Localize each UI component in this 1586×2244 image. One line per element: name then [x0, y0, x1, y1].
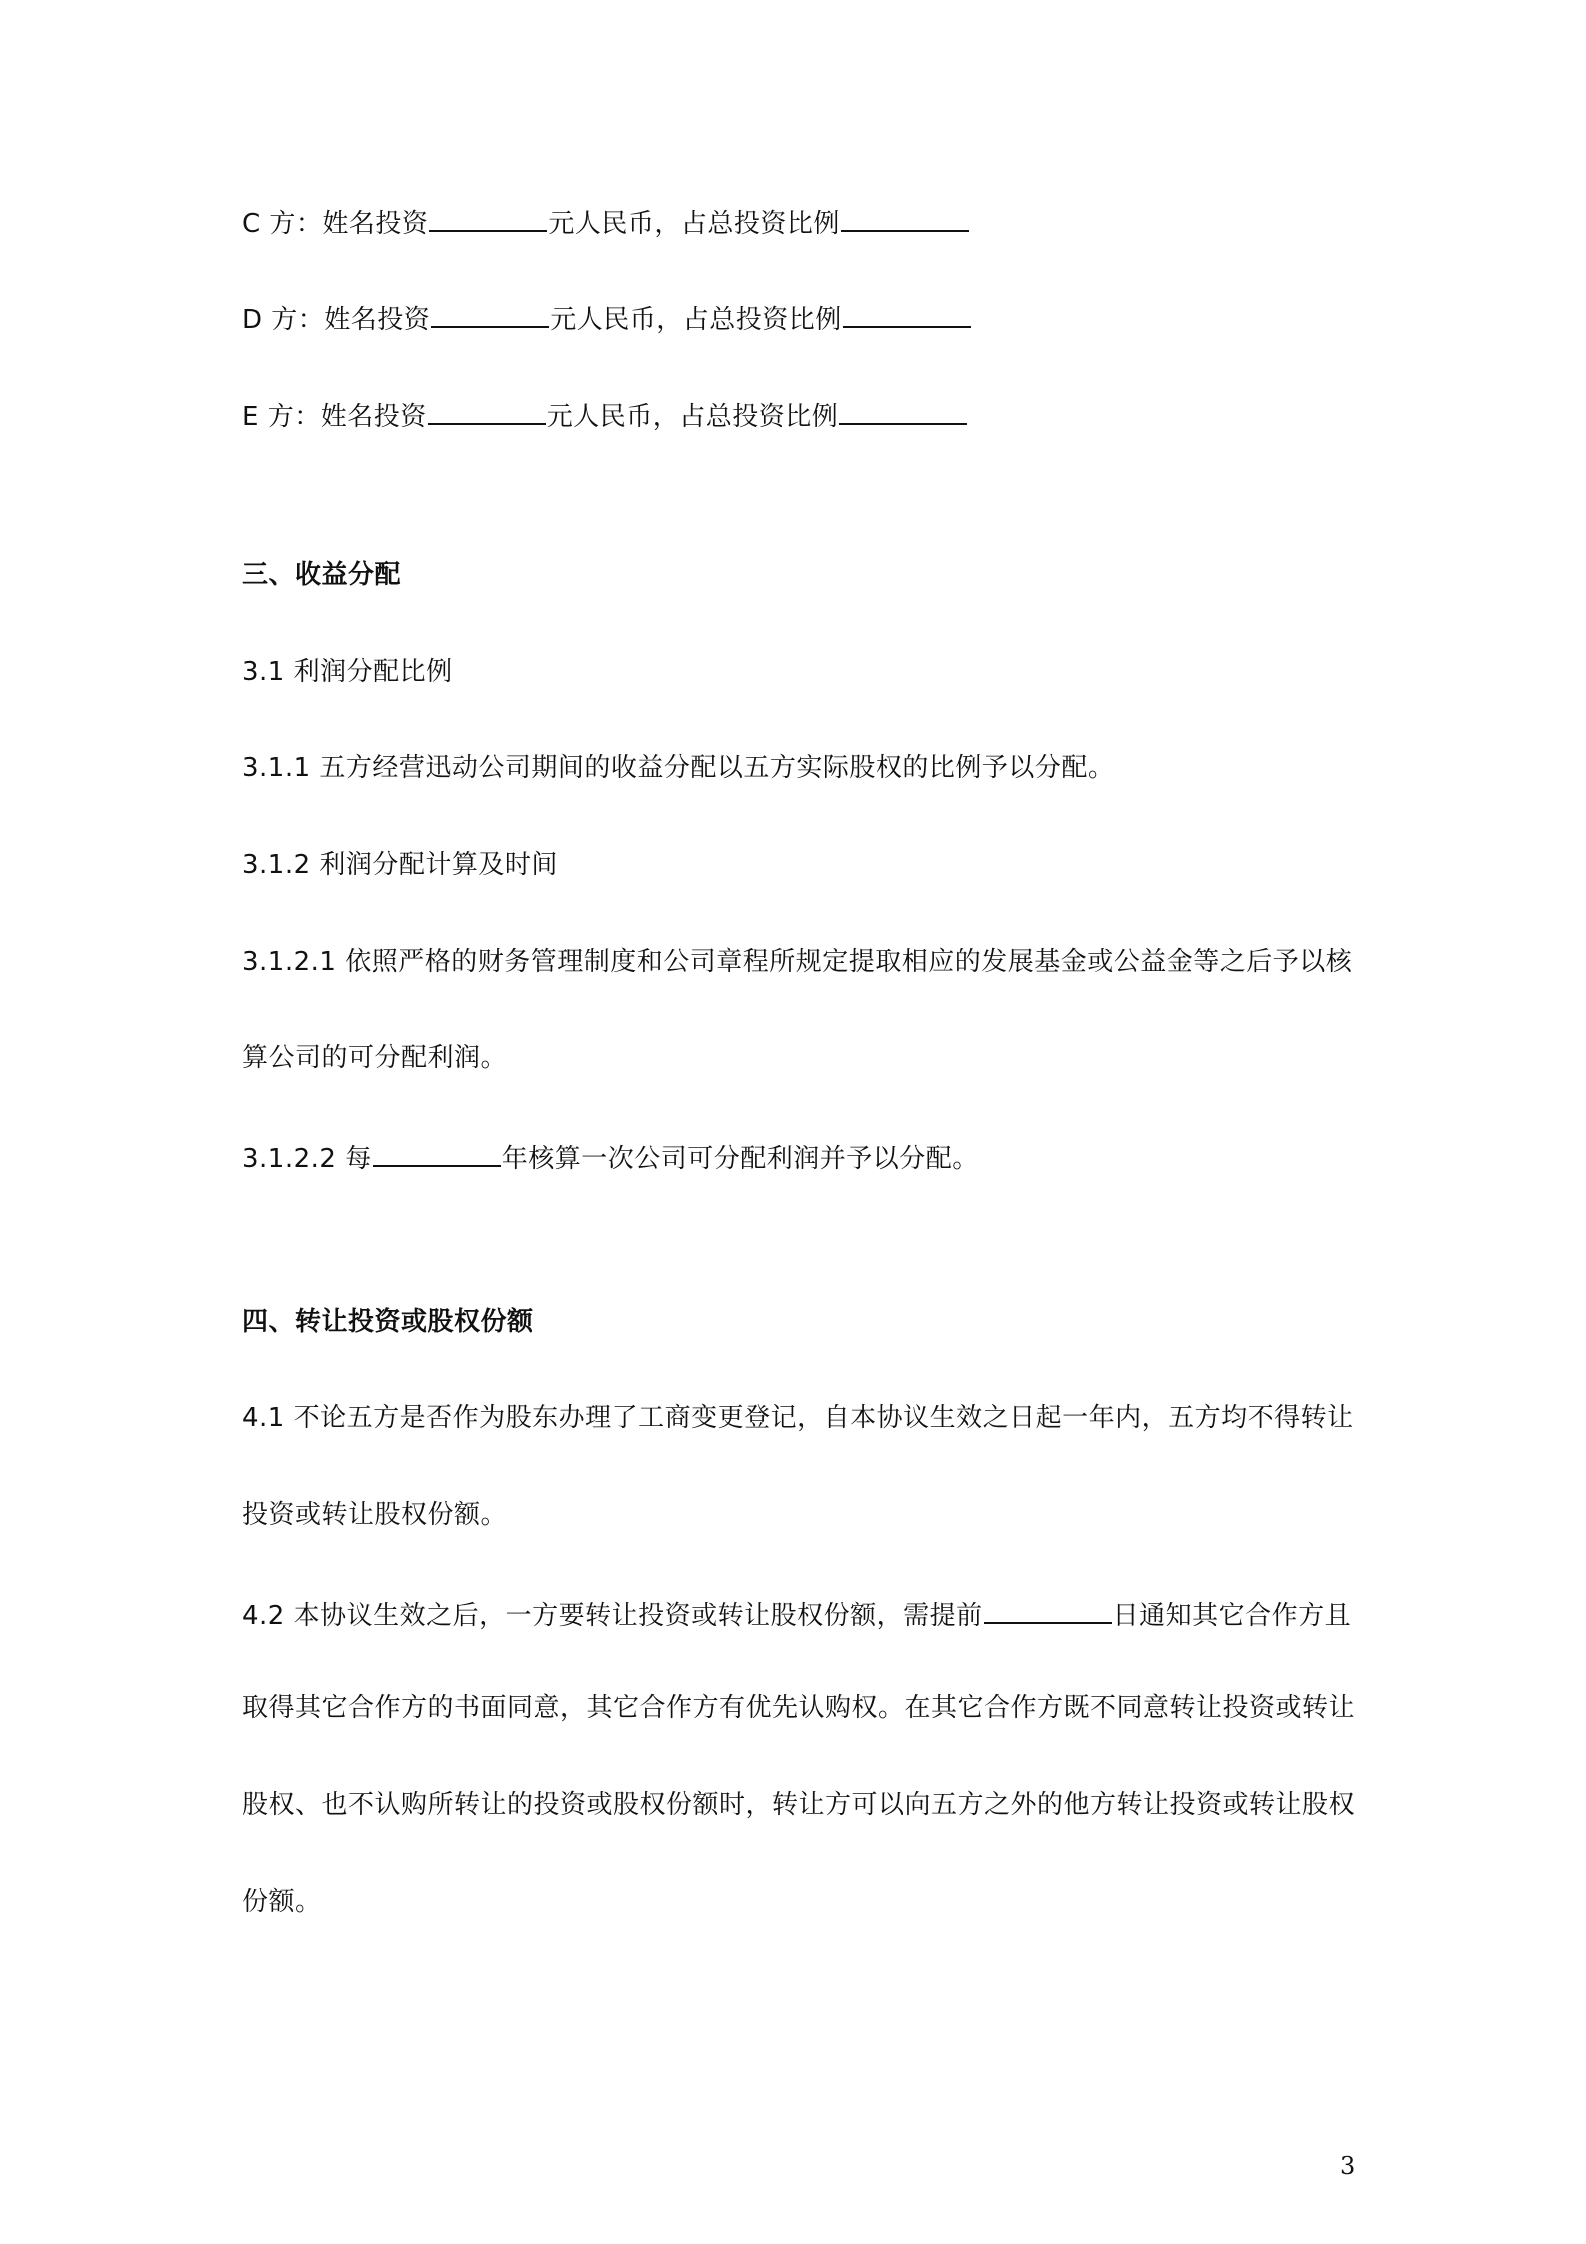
investor-e-amount-blank: [428, 393, 546, 425]
investor-d-mid: 元人民币，占总投资比例: [550, 305, 842, 335]
investor-c-label: C 方：姓名投资: [242, 209, 429, 239]
investor-d-ratio-blank: [843, 296, 971, 328]
investor-d-label: D 方：姓名投资: [242, 305, 431, 335]
clause-4-2-post: 日通知其它合作方且: [1112, 1601, 1352, 1631]
investor-e-ratio-blank: [839, 393, 967, 425]
clause-3-1-1: 3.1.1 五方经营迅动公司期间的收益分配以五方实际股权的比例予以分配。: [242, 753, 1115, 783]
clause-4-2-line4: 份额。: [242, 1887, 322, 1917]
clause-3-1-2-2-post: 年核算一次公司可分配利润并予以分配。: [501, 1144, 979, 1174]
investor-c-mid: 元人民币，占总投资比例: [548, 209, 840, 239]
clause-4-1-line2: 投资或转让股权份额。: [242, 1500, 508, 1530]
clause-4-2-line1: [242, 1592, 1351, 1636]
investor-e-label: E 方：姓名投资: [242, 402, 427, 432]
clause-3-1-2-2-blank: [373, 1135, 501, 1167]
investor-e-mid: 元人民币，占总投资比例: [546, 402, 839, 432]
clause-3-1-2: 3.1.2 利润分配计算及时间: [242, 850, 558, 880]
investor-d-amount-blank: [431, 296, 549, 328]
clause-3-1: 3.1 利润分配比例: [242, 657, 453, 687]
clause-4-2-blank: [984, 1592, 1112, 1624]
page-number: 3: [1340, 2152, 1356, 2180]
clause-4-2-pre: 4.2 本协议生效之后，一方要转让投资或转让股权份额，需提前: [242, 1601, 983, 1631]
clause-3-1-2-1-line2: 算公司的可分配利润。: [242, 1043, 508, 1073]
investor-e-line: [242, 393, 968, 437]
clause-3-1-2-2-pre: 3.1.2.2 每: [242, 1144, 372, 1174]
investor-c-amount-blank: [429, 200, 547, 232]
investor-d-line: [242, 296, 972, 340]
section-4-heading: 四、转让投资或股权份额: [242, 1307, 534, 1337]
clause-4-1-line1: 4.1 不论五方是否作为股东办理了工商变更登记，自本协议生效之日起一年内，五方均不得转让: [242, 1403, 1354, 1433]
clause-4-2-line3: 股权、也不认购所转让的投资或股权份额时，转让方可以向五方之外的他方转让投资或转让股权: [242, 1790, 1356, 1820]
investor-c-line: [242, 200, 970, 244]
section-3-heading: 三、收益分配: [242, 560, 402, 590]
clause-3-1-2-1-line1: 3.1.2.1 依照严格的财务管理制度和公司章程所规定提取相应的发展基金或公益金等之后予以核: [242, 947, 1353, 977]
clause-4-2-line2: 取得其它合作方的书面同意，其它合作方有优先认购权。在其它合作方既不同意转让投资或转让: [242, 1693, 1356, 1723]
investor-c-ratio-blank: [841, 200, 969, 232]
clause-3-1-2-2: [242, 1135, 979, 1179]
